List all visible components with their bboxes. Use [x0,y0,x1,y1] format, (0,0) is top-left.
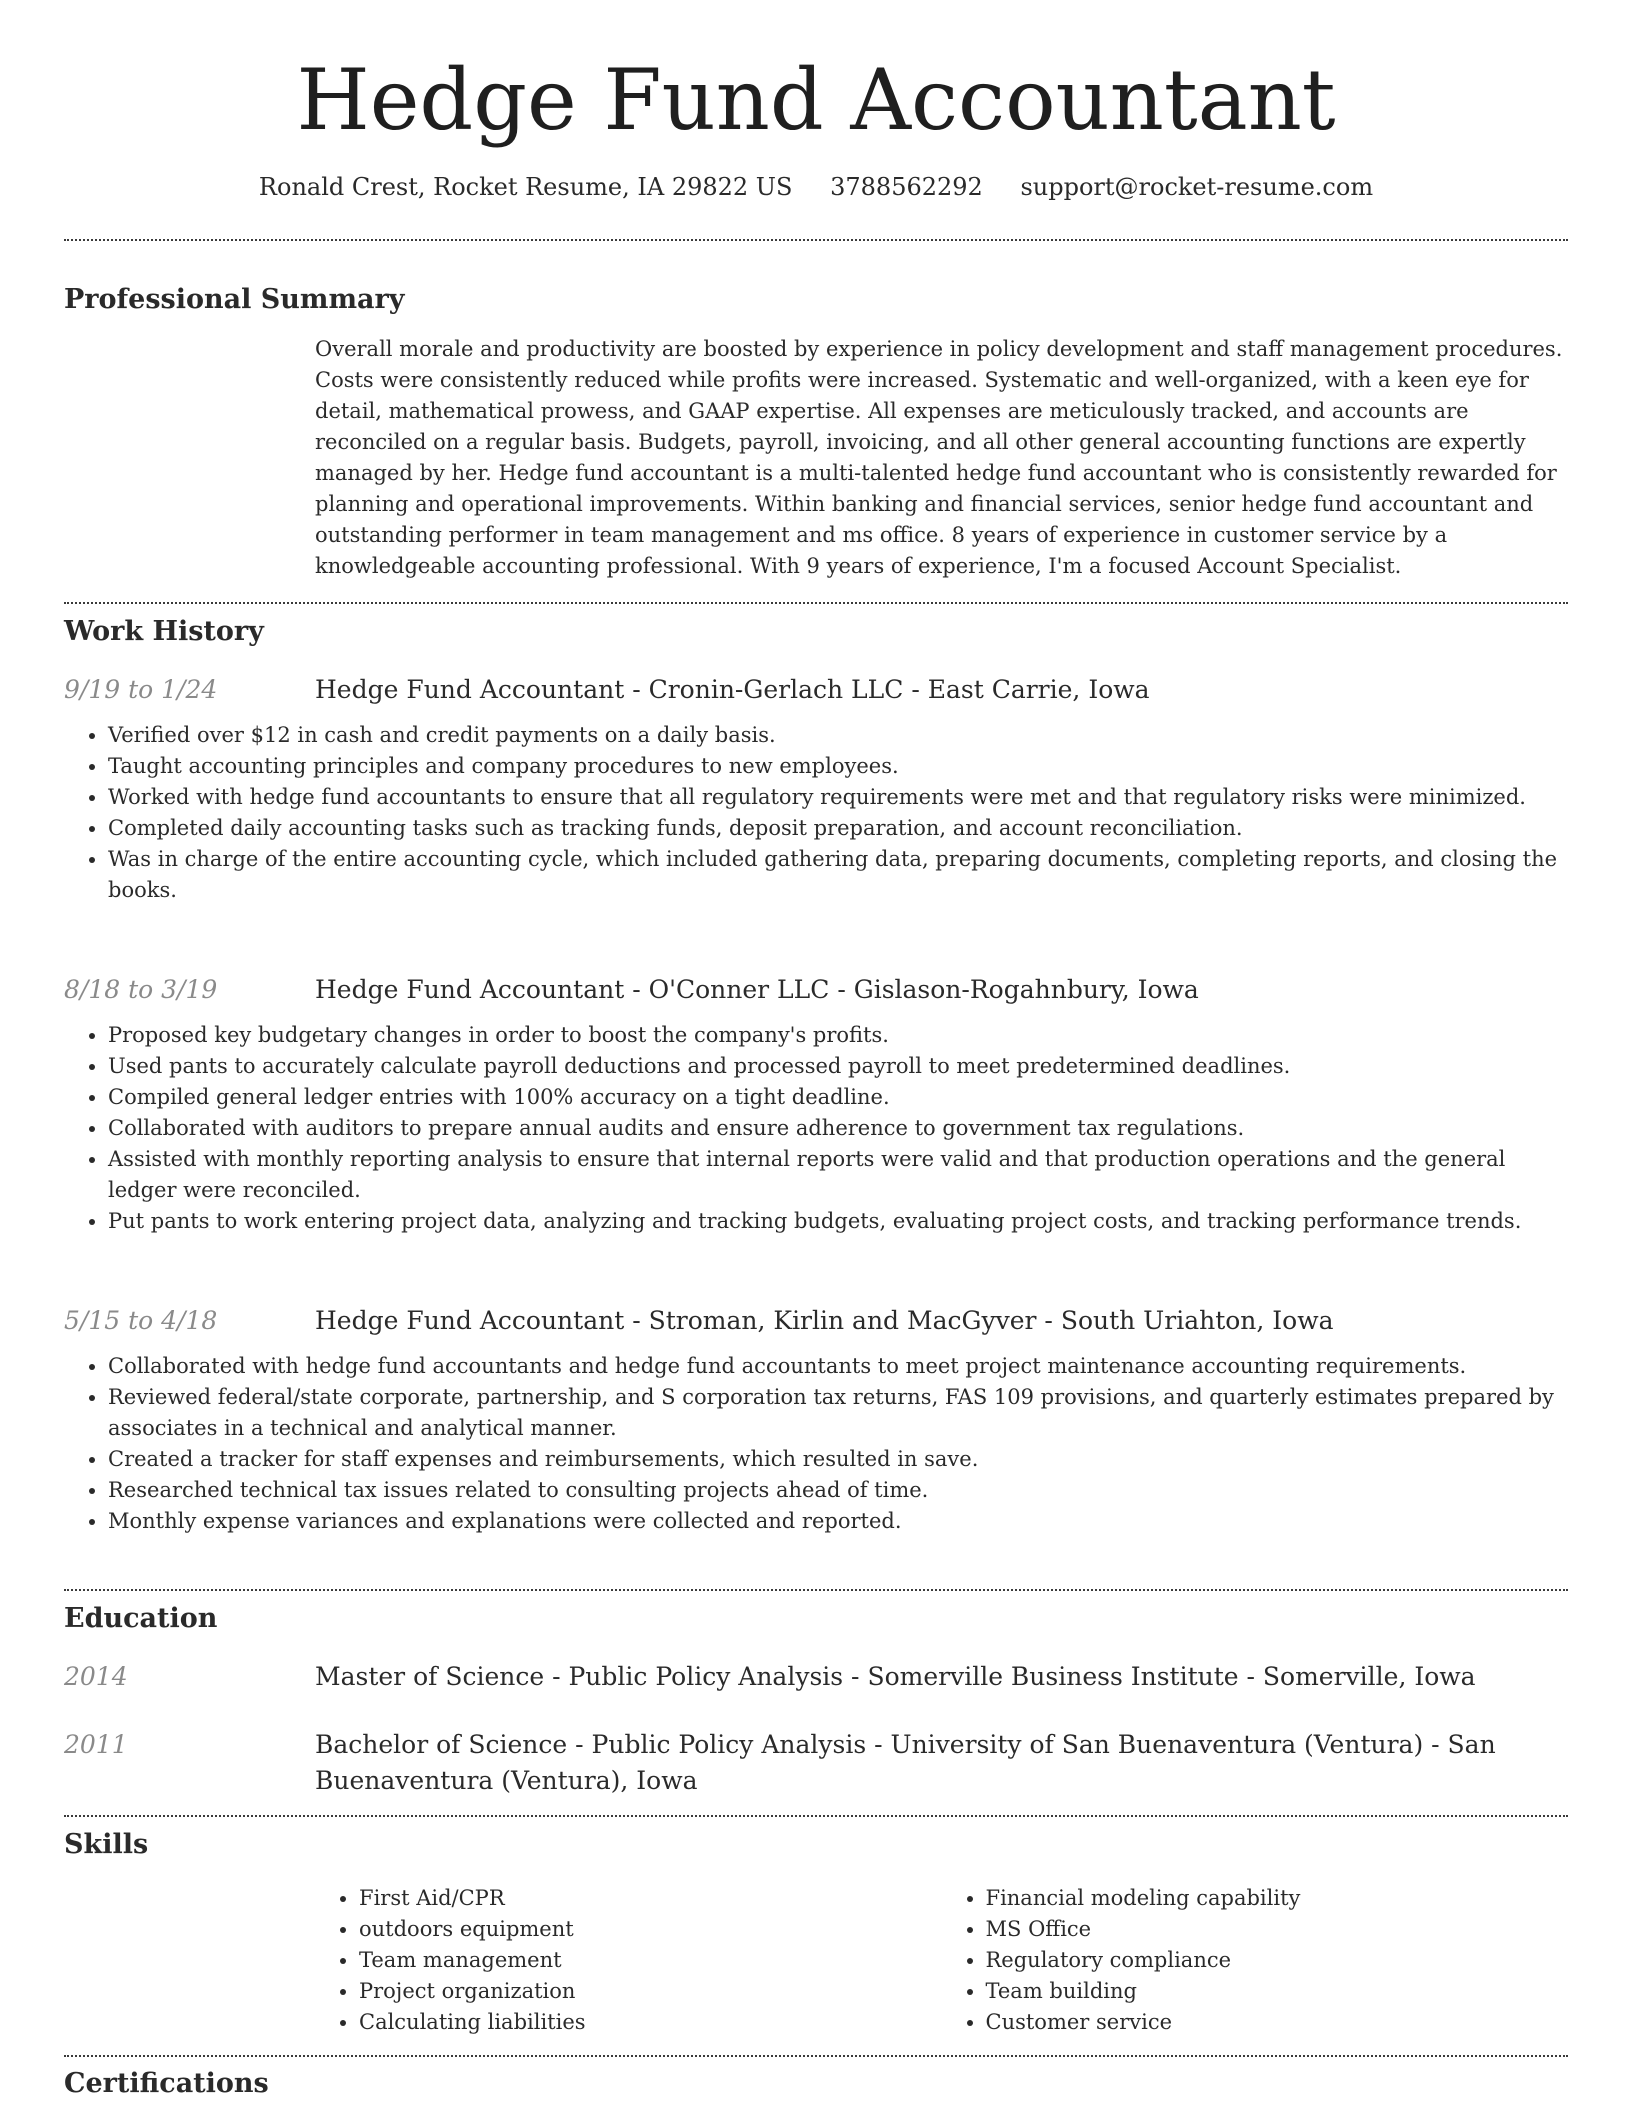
job-heading [315,672,1568,708]
certifications-title-wrap [64,2066,1568,2102]
education-details: - Somerville Business Institute - Somerville, Iowa [843,1662,1476,1691]
summary-section [64,282,1568,582]
education-degree: Master of Science - Public Policy Analysis [315,1662,844,1691]
list-item: • Worked with hedge fund accountants to ensure that all regulatory requirements were met and that regulatory risks were minimized. [108,782,1568,813]
skill-item: • First Aid/CPR [359,1883,942,1914]
skill-item: • Team building [986,1976,1569,2007]
job-entry [64,1303,1568,1537]
education-details: - University of San Buenaventura (Ventura) - San Buenaventura (Ventura), Iowa [315,1730,1496,1795]
list-item: • Was in charge of the entire accounting cycle, which included gathering data, preparing documents, completing reports, and closing the books. [108,844,1568,906]
education-heading [315,1659,1568,1695]
skills-title-wrap [64,1827,1568,1863]
summary-title: Professional Summary [64,284,405,315]
skills-column-right [942,1883,1569,2038]
list-item: • Put pants to work entering project data, analyzing and tracking budgets, evaluating project costs, and tracking performance trends. [108,1206,1568,1237]
job-role: Hedge Fund Accountant [315,975,625,1004]
resume-name: Hedge Fund Accountant [296,51,1336,149]
job-role: Hedge Fund Accountant [315,675,625,704]
job-dates: 5/15 to 4/18 [64,1306,218,1335]
skills-title: Skills [64,1829,149,1860]
job-heading [315,972,1568,1008]
list-item: • Collaborated with hedge fund accountants and hedge fund accountants to meet project maintenance accounting requirements. [108,1351,1568,1382]
education-heading [315,1727,1568,1799]
job-details: - O'Conner LLC - Gislason-Rogahnbury, Iowa [624,975,1199,1004]
education-title-wrap [64,1601,1568,1637]
job-bullets [64,1351,1568,1537]
divider [64,2055,1568,2057]
contact-email: support@rocket-resume.com [1020,173,1374,201]
list-item: • Compiled general ledger entries with 100% accuracy on a tight deadline. [108,1082,1568,1113]
divider [64,1589,1568,1591]
divider [64,602,1568,604]
skill-item: • outdoors equipment [359,1914,942,1945]
skill-item: • MS Office [986,1914,1569,1945]
list-item: • Monthly expense variances and explanations were collected and reported. [108,1506,1568,1537]
skill-item: • Customer service [986,2007,1569,2038]
job-bullets [64,1020,1568,1237]
education-degree: Bachelor of Science - Public Policy Analysis [315,1730,867,1759]
certifications-title: Certifications [64,2068,269,2099]
list-item: • Collaborated with auditors to prepare annual audits and ensure adherence to government tax regulations. [108,1113,1568,1144]
job-heading [315,1303,1568,1339]
list-item: • Taught accounting principles and company procedures to new employees. [108,751,1568,782]
job-dates: 8/18 to 3/19 [64,975,218,1004]
job-bullets [64,720,1568,906]
list-item: • Proposed key budgetary changes in order to boost the company's profits. [108,1020,1568,1051]
job-entry [64,972,1568,1237]
skill-item: • Financial modeling capability [986,1883,1569,1914]
education-year: 2014 [64,1662,128,1691]
list-item: • Researched technical tax issues related to consulting projects ahead of time. [108,1475,1568,1506]
skill-item: • Team management [359,1945,942,1976]
list-item: • Completed daily accounting tasks such as tracking funds, deposit preparation, and account reconciliation. [108,813,1568,844]
list-item: • Created a tracker for staff expenses and reimbursements, which resulted in save. [108,1444,1568,1475]
job-dates: 9/19 to 1/24 [64,675,218,704]
skill-item: • Calculating liabilities [359,2007,942,2038]
education-title: Education [64,1603,218,1634]
summary-text: Overall morale and productivity are boosted by experience in policy development and staff management procedures. Costs were consistently reduced while profits were increased. Systematic and well-organized, with a keen eye for detail, mathematical prowess, and GAAP expertise. All expenses are meticulously tracked, and accounts are reconciled on a regular basis. Budgets, payroll, invoicing, and all other general accounting functions are expertly managed by her. Hedge fund accountant is a multi-talented hedge fund accountant who is consistently rewarded for planning and operational improvements. Within banking and financial services, senior hedge fund accountant and outstanding performer in team management and ms office. 8 years of experience in customer service by a knowledgeable accounting professional. With 9 years of experience, I'm a focused Account Specialist. [315,337,1563,578]
skills-list [64,1883,1568,2038]
job-entry [64,672,1568,906]
education-entry [64,1727,1568,1799]
divider [64,1815,1568,1817]
contact-address: Ronald Crest, Rocket Resume, IA 29822 US [258,173,793,201]
job-details: - Cronin-Gerlach LLC - East Carrie, Iowa [624,675,1150,704]
skill-item: • Regulatory compliance [986,1945,1569,1976]
work-history-title: Work History [64,616,264,647]
contact-line [0,170,1632,204]
job-role: Hedge Fund Accountant [315,1306,625,1335]
education-year: 2011 [64,1730,128,1759]
divider [64,239,1568,241]
work-history-title-wrap [64,614,1568,650]
education-entry [64,1659,1568,1695]
skills-column-left [315,1883,942,2038]
list-item: • Reviewed federal/state corporate, partnership, and S corporation tax returns, FAS 109 provisions, and quarterly estimates prepared by associates in a technical and analytical manner. [108,1382,1568,1444]
skill-item: • Project organization [359,1976,942,2007]
contact-phone: 3788562292 [830,173,983,201]
list-item: • Assisted with monthly reporting analysis to ensure that internal reports were valid and that production operations and the general ledger were reconciled. [108,1144,1568,1206]
list-item: • Verified over $12 in cash and credit payments on a daily basis. [108,720,1568,751]
job-details: - Stroman, Kirlin and MacGyver - South Uriahton, Iowa [624,1306,1334,1335]
list-item: • Used pants to accurately calculate payroll deductions and processed payroll to meet predetermined deadlines. [108,1051,1568,1082]
